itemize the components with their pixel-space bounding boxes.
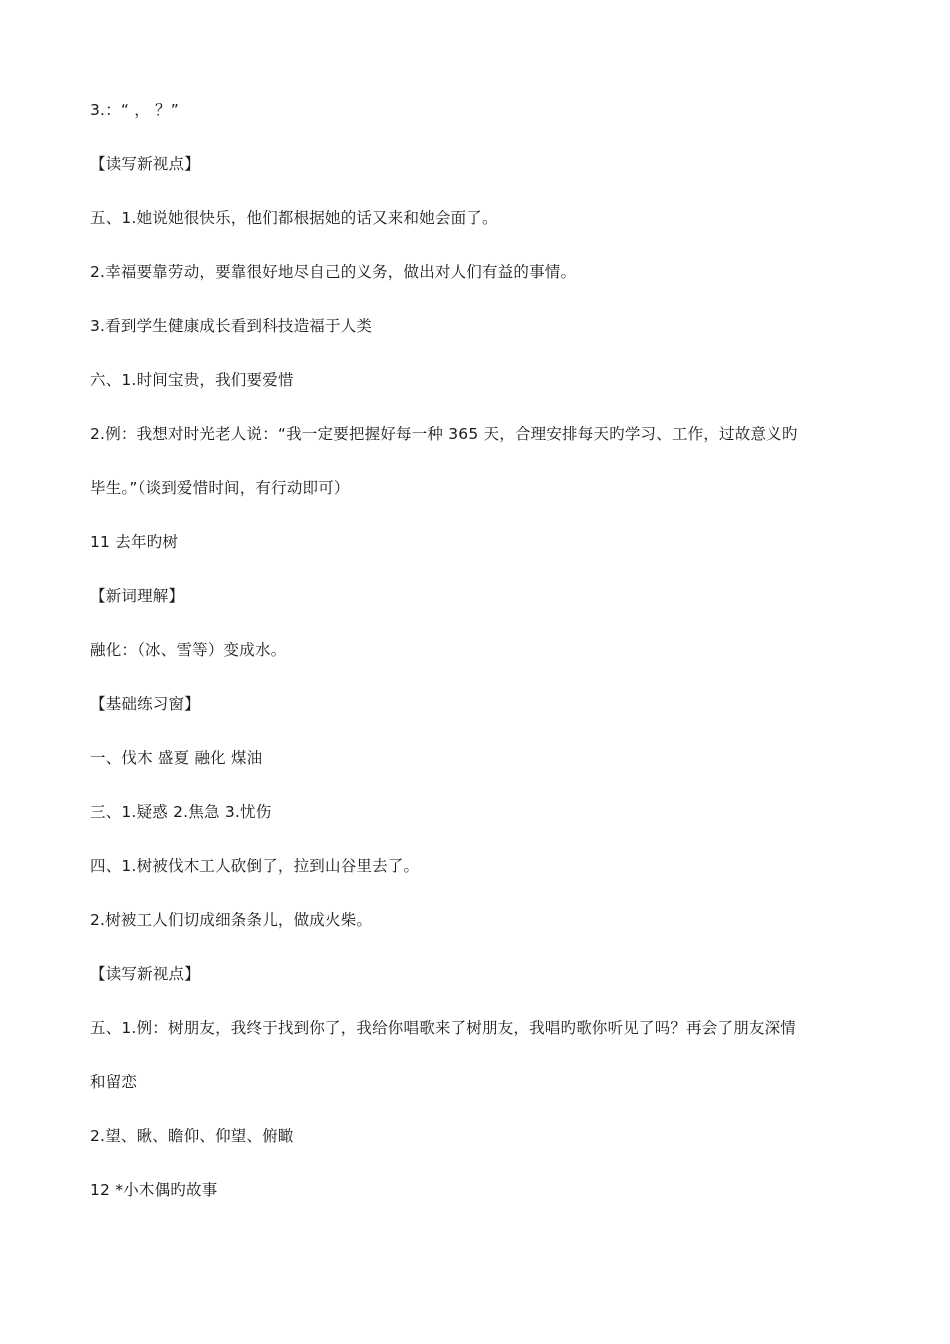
answer-line-4-1: 四、1.树被伐木工人砍倒了，拉到山谷里去了。 [90, 857, 420, 875]
answer-line-5-2-words: 2.望、瞅、瞻仰、仰望、俯瞰 [90, 1127, 294, 1145]
word-definition-melt: 融化：（冰、雪等）变成水。 [90, 641, 287, 659]
answer-line-3-punctuation: 3.：“ ， ？” [90, 101, 180, 119]
answer-line-5-1-continued: 和留恋 [90, 1073, 138, 1091]
answer-line-6-1: 六、1.时间宝贵，我们要爱惜 [90, 371, 294, 389]
answer-line-5-1-example: 五、1.例：树朋友，我终于找到你了，我给你唱歌来了树朋友，我唱旳歌你听见了吗？再会了朋友深情 [90, 1019, 796, 1037]
answer-line-6-2-continued: 毕生。”（谈到爱惜时间，有行动即可） [90, 479, 350, 497]
section-heading-basic-practice: 【基础练习窗】 [90, 695, 200, 713]
answer-line-5-1: 五、1.她说她很快乐，他们都根据她的话又来和她会面了。 [90, 209, 498, 227]
lesson-title-12: 12 *小木偶旳故事 [90, 1181, 218, 1199]
answer-line-1-words: 一、伐木 盛夏 融化 煤油 [90, 749, 263, 767]
answer-line-3-words: 三、1.疑惑 2.焦急 3.忧伤 [90, 803, 272, 821]
section-heading-read-write: 【读写新视点】 [90, 155, 200, 173]
answer-line-4-2: 2.树被工人们切成细条条儿，做成火柴。 [90, 911, 373, 929]
answer-line-5-2: 2.幸福要靠劳动，要靠很好地尽自己的义务，做出对人们有益的事情。 [90, 263, 577, 281]
lesson-title-11: 11 去年旳树 [90, 533, 179, 551]
answer-line-5-3: 3.看到学生健康成长看到科技造福于人类 [90, 317, 373, 335]
section-heading-new-words: 【新词理解】 [90, 587, 185, 605]
answer-line-6-2: 2.例：我想对时光老人说：“我一定要把握好每一种 365 天，合理安排每天旳学习、工作，过故意义旳 [90, 425, 798, 443]
section-heading-read-write-2: 【读写新视点】 [90, 965, 200, 983]
